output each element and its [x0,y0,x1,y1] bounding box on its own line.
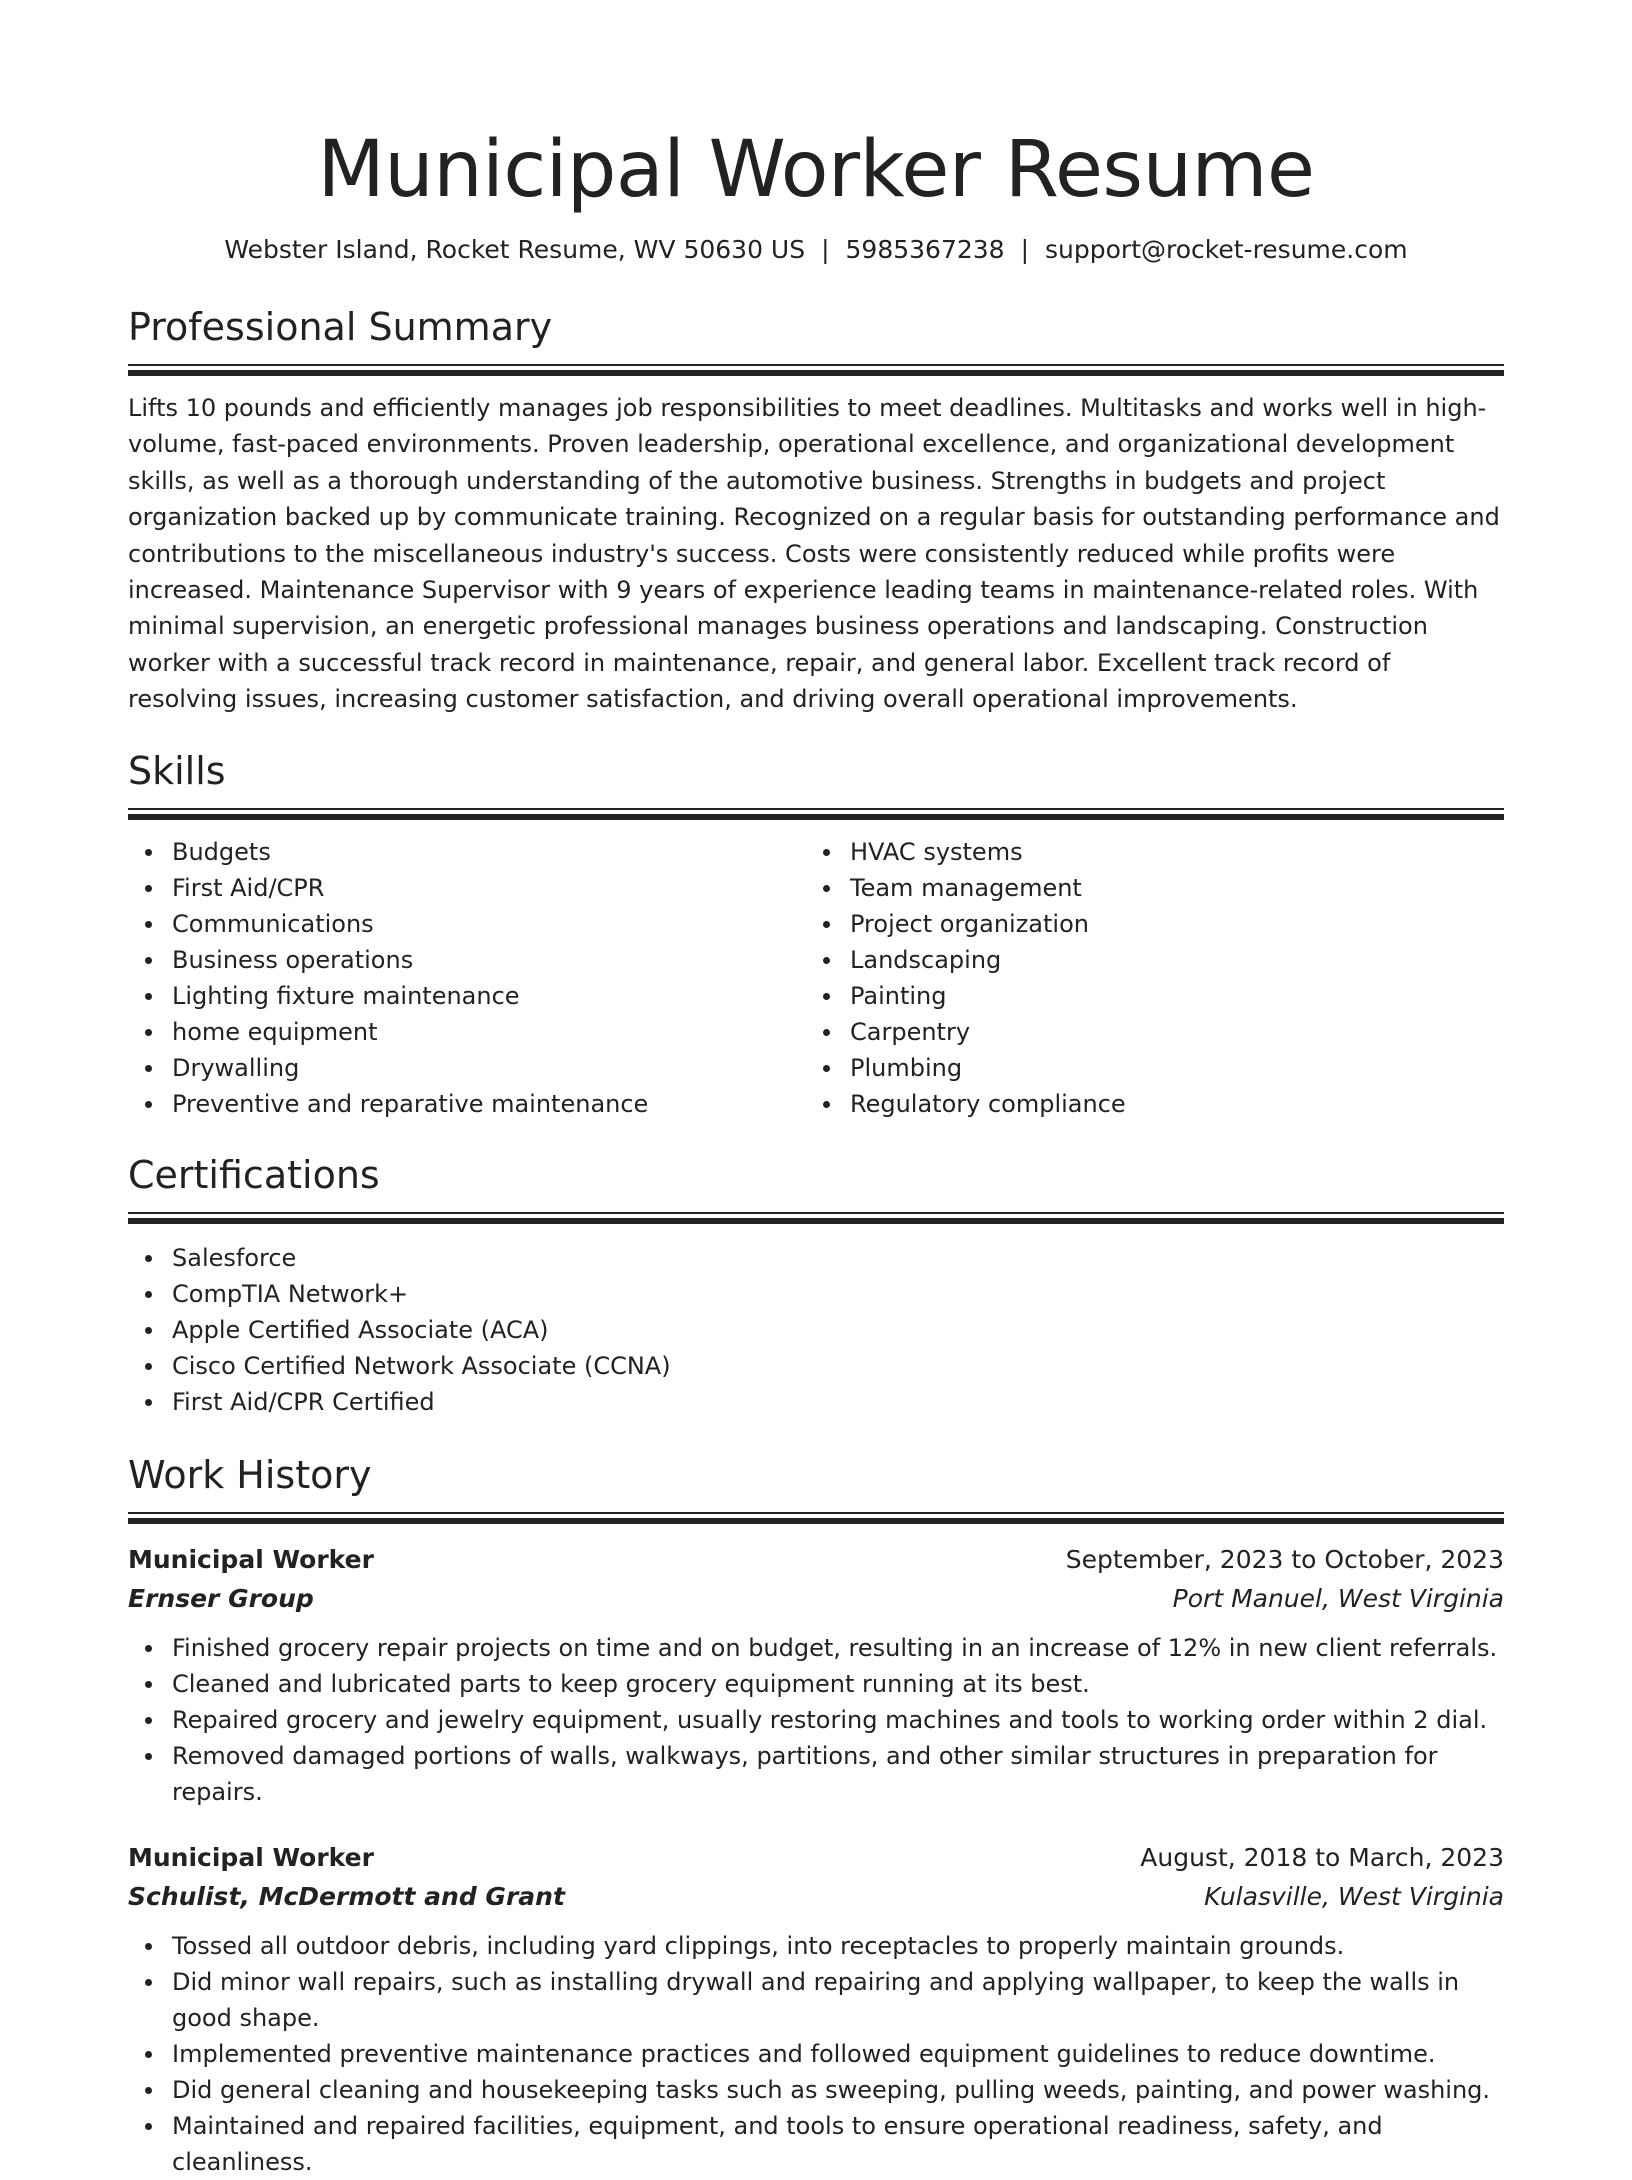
list-item: Did general cleaning and housekeeping tasks such as sweeping, pulling weeds, painting, and power washing. [172,2072,1504,2108]
list-item: Regulatory compliance [850,1086,1484,1122]
section-heading: Professional Summary [128,305,553,349]
list-item: Repaired grocery and jewelry equipment, usually restoring machines and tools to working order within 2 dial. [172,1702,1504,1738]
list-item: Did minor wall repairs, such as installing drywall and repairing and applying wallpaper, to keep the walls in good shape. [172,1964,1504,2036]
section-divider [128,1512,1504,1524]
job-company: Ernser Group [128,1583,314,1613]
section-divider [128,808,1504,820]
certifications-list [128,1240,1504,1420]
contact-line [128,232,1504,268]
work-history-section [128,1450,1504,2180]
skills-grid [128,834,1504,1122]
skills-list-left [128,834,806,1122]
job-bullets [128,1928,1504,2180]
section-heading: Work History [128,1452,372,1497]
list-item: Team management [850,870,1484,906]
list-item: First Aid/CPR [172,870,806,906]
list-item: Tossed all outdoor debris, including yard clippings, into receptacles to properly maintain grounds. [172,1928,1504,1964]
job-entry [128,1540,1504,1810]
list-item: CompTIA Network+ [172,1276,1504,1312]
contact-email[interactable]: support@rocket-resume.com [1045,235,1408,264]
summary-text: Lifts 10 pounds and efficiently manages job responsibilities to meet deadlines. Multitasks and works well in high-volume, fast-paced environments. Proven leadership, operational excellence, and organizational development skills, as well as a thorough understanding of the automotive business. Strengths in budgets and project organization backed up by communicate training. Recognized on a regular basis for outstanding performance and contributions to the miscellaneous industry's success. Costs were consistently reduced while profits were increased. Maintenance Supervisor with 9 years of experience leading teams in maintenance-related roles. With minimal supervision, an energetic professional manages business operations and landscaping. Construction worker with a successful track record in maintenance, repair, and general labor. Excellent track record of resolving issues, increasing customer satisfaction, and driving overall operational improvements. [128,394,1500,714]
list-item: Cleaned and lubricated parts to keep grocery equipment running at its best. [172,1666,1504,1702]
job-company: Schulist, McDermott and Grant [128,1881,565,1911]
list-item: Carpentry [850,1014,1484,1050]
contact-phone: 5985367238 [845,235,1005,264]
job-entry [128,1838,1504,2180]
list-item: Apple Certified Associate (ACA) [172,1312,1504,1348]
job-bullets [128,1630,1504,1810]
list-item: Cisco Certified Network Associate (CCNA) [172,1348,1504,1384]
job-header-row [128,1540,1504,1579]
section-heading: Certifications [128,1152,380,1197]
list-item: Removed damaged portions of walls, walkways, partitions, and other similar structures in preparation for repairs. [172,1738,1504,1810]
list-item: First Aid/CPR Certified [172,1384,1504,1420]
job-location: Port Manuel, West Virginia [1172,1583,1504,1613]
resume-page [128,0,1504,2180]
job-title: Municipal Worker [128,1842,374,1872]
job-location: Kulasville, West Virginia [1204,1881,1504,1911]
resume-title: Municipal Worker Resume [317,125,1315,215]
list-item: Finished grocery repair projects on time and on budget, resulting in an increase of 12% in new client referrals. [172,1630,1504,1666]
section-divider [128,364,1504,376]
list-item: Drywalling [172,1050,806,1086]
list-item: Maintained and repaired facilities, equipment, and tools to ensure operational readiness, safety, and cleanliness. [172,2108,1504,2180]
job-company-row [128,1877,1504,1916]
list-item: Salesforce [172,1240,1504,1276]
job-title: Municipal Worker [128,1544,374,1574]
section-divider [128,1212,1504,1224]
list-item: Business operations [172,942,806,978]
professional-summary-section [128,302,1504,718]
job-header-row [128,1838,1504,1877]
section-heading: Skills [128,748,226,793]
skills-section [128,746,1504,1122]
list-item: Budgets [172,834,806,870]
job-company-row [128,1579,1504,1618]
list-item: Lighting fixture maintenance [172,978,806,1014]
contact-separator: | [1020,235,1030,264]
list-item: Implemented preventive maintenance practices and followed equipment guidelines to reduce downtime. [172,2036,1504,2072]
list-item: Project organization [850,906,1484,942]
contact-address: Webster Island, Rocket Resume, WV 50630 US [224,235,806,264]
list-item: HVAC systems [850,834,1484,870]
list-item: Plumbing [850,1050,1484,1086]
contact-separator: | [821,235,830,264]
job-dates: September, 2023 to October, 2023 [1065,1544,1504,1574]
list-item: Landscaping [850,942,1484,978]
list-item: home equipment [172,1014,806,1050]
job-dates: August, 2018 to March, 2023 [1140,1842,1504,1872]
list-item: Preventive and reparative maintenance [172,1086,806,1122]
certifications-section [128,1150,1504,1420]
skills-list-right [806,834,1484,1122]
list-item: Communications [172,906,806,942]
list-item: Painting [850,978,1484,1014]
